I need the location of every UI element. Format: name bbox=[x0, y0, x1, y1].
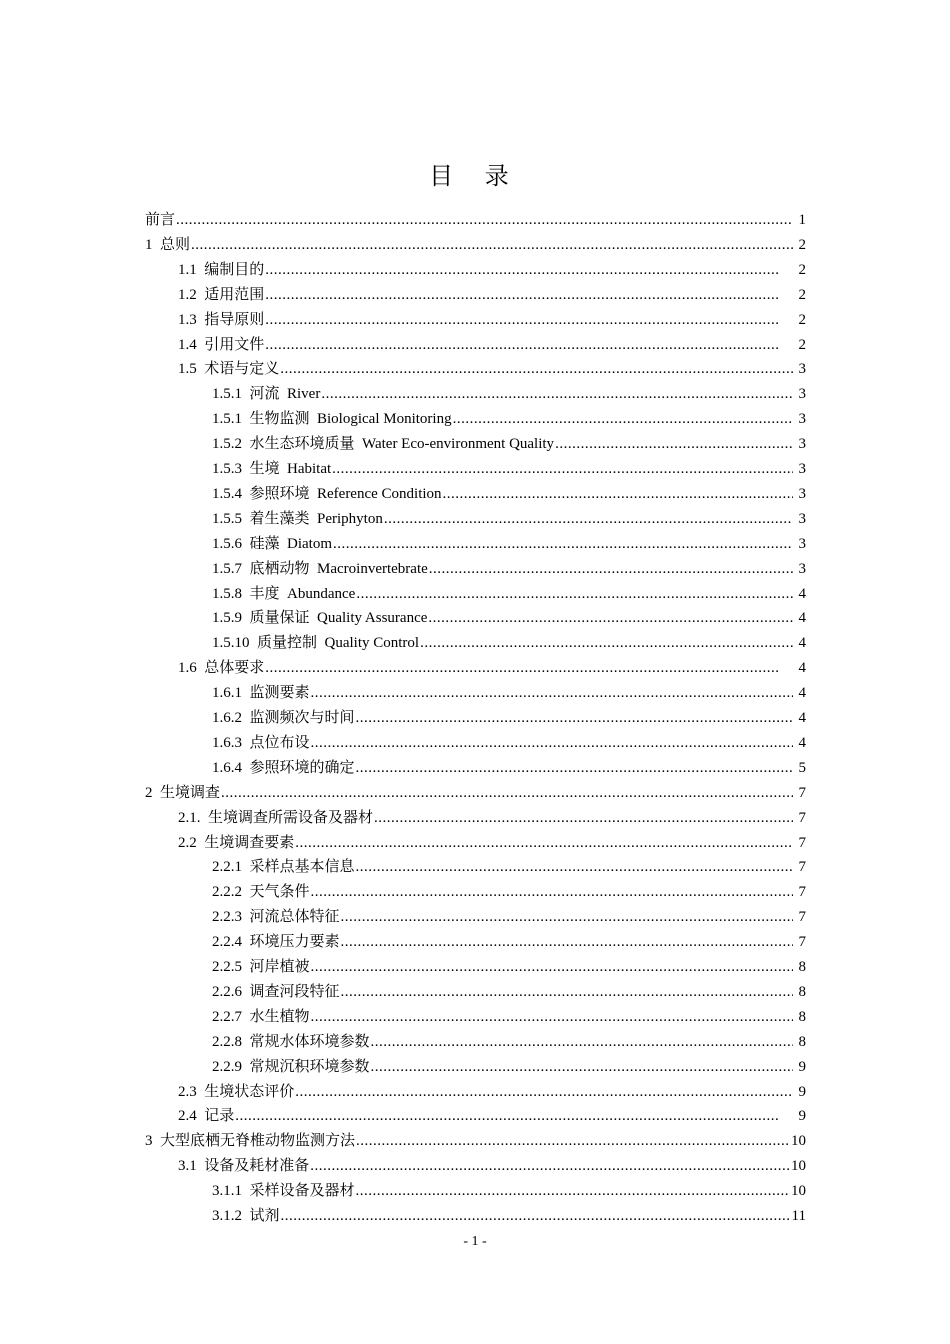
dot-leader bbox=[356, 759, 793, 777]
toc-entry-label: 1.5.1 河流 River bbox=[212, 386, 321, 402]
toc-entry-page: 9 bbox=[798, 1108, 806, 1124]
toc-entry-page: 3 bbox=[798, 561, 806, 577]
toc-entry[interactable] bbox=[212, 428, 806, 453]
toc-entry-page: 8 bbox=[798, 1009, 806, 1025]
toc-entry-page: 4 bbox=[798, 586, 806, 602]
dot-leader bbox=[374, 809, 793, 827]
dot-leader bbox=[281, 1207, 791, 1225]
toc-entry-page: 7 bbox=[798, 859, 806, 875]
toc-entry-label: 1.5.2 水生态环境质量 Water Eco-environment Quality bbox=[212, 436, 555, 452]
dot-leader bbox=[310, 1157, 790, 1175]
toc-entry-label: 2.2.4 环境压力要素 bbox=[212, 934, 340, 950]
toc-entry-page: 10 bbox=[791, 1133, 806, 1149]
toc-entry[interactable] bbox=[178, 652, 806, 677]
toc-entry[interactable] bbox=[212, 627, 806, 652]
toc-entry[interactable] bbox=[212, 876, 806, 901]
dot-leader bbox=[176, 211, 793, 229]
page-number: - 1 - bbox=[463, 1234, 487, 1249]
dot-leader bbox=[311, 734, 793, 752]
dot-leader bbox=[311, 958, 793, 976]
dot-leader bbox=[371, 1058, 793, 1076]
toc-entry-page: 3 bbox=[798, 411, 806, 427]
dot-leader bbox=[356, 1132, 790, 1150]
toc-entry-page: 2 bbox=[798, 237, 806, 253]
toc-entry[interactable] bbox=[212, 702, 806, 727]
toc-entry[interactable] bbox=[178, 329, 806, 354]
toc-entry[interactable] bbox=[212, 1051, 806, 1076]
dot-leader bbox=[191, 236, 793, 254]
toc-entry-page: 4 bbox=[798, 635, 806, 651]
dot-leader bbox=[311, 1008, 793, 1026]
toc-entry[interactable] bbox=[178, 304, 806, 329]
dot-leader bbox=[332, 460, 793, 478]
toc-entry-page: 4 bbox=[798, 610, 806, 626]
dot-leader bbox=[420, 634, 793, 652]
toc-entry[interactable] bbox=[212, 578, 806, 603]
dot-leader bbox=[428, 609, 793, 627]
toc-entry-label: 1.2 适用范围 bbox=[178, 287, 265, 303]
dot-leader bbox=[453, 410, 793, 428]
dot-leader bbox=[295, 1083, 793, 1101]
toc-entry-page: 2 bbox=[798, 312, 806, 328]
toc-entry-page: 7 bbox=[798, 785, 806, 801]
toc-entry-page: 8 bbox=[798, 959, 806, 975]
toc-entry[interactable] bbox=[212, 1026, 806, 1051]
dot-leader bbox=[265, 286, 780, 304]
toc-entry[interactable] bbox=[212, 1001, 806, 1026]
toc-entry-label: 1.5.3 生境 Habitat bbox=[212, 461, 332, 477]
toc-entry[interactable] bbox=[212, 403, 806, 428]
toc-entry[interactable] bbox=[212, 851, 806, 876]
toc-entry-page: 4 bbox=[798, 710, 806, 726]
dot-leader bbox=[341, 933, 793, 951]
dot-leader bbox=[265, 261, 780, 279]
toc-entry-label: 2.3 生境状态评价 bbox=[178, 1084, 295, 1100]
toc-entry-label: 2.2.6 调查河段特征 bbox=[212, 984, 340, 1000]
toc-entry[interactable] bbox=[178, 279, 806, 304]
toc-entry-label: 1.5 术语与定义 bbox=[178, 361, 280, 377]
dot-leader bbox=[280, 360, 793, 378]
toc-entry[interactable] bbox=[178, 1100, 806, 1125]
dot-leader bbox=[555, 435, 793, 453]
dot-leader bbox=[429, 560, 793, 578]
toc-entry-page: 3 bbox=[798, 361, 806, 377]
toc-entry-page: 10 bbox=[791, 1183, 806, 1199]
toc-entry-label: 1.6.2 监测频次与时间 bbox=[212, 710, 355, 726]
dot-leader bbox=[265, 311, 780, 329]
toc-entry[interactable] bbox=[145, 1125, 806, 1150]
dot-leader bbox=[443, 485, 793, 503]
toc-entry-page: 3 bbox=[798, 386, 806, 402]
toc-title: 目 录 bbox=[429, 162, 521, 190]
dot-leader bbox=[356, 1182, 790, 1200]
toc-entry-page: 1 bbox=[798, 212, 806, 228]
toc-entry-label: 2.2.7 水生植物 bbox=[212, 1009, 310, 1025]
dot-leader bbox=[384, 510, 793, 528]
toc-entry-label: 2.2.9 常规沉积环境参数 bbox=[212, 1059, 370, 1075]
dot-leader bbox=[371, 1033, 793, 1051]
toc-entry[interactable] bbox=[212, 1200, 806, 1225]
toc-entry-label: 2.2 生境调查要素 bbox=[178, 835, 295, 851]
dot-leader bbox=[333, 535, 793, 553]
dot-leader bbox=[235, 1107, 780, 1125]
toc-entry[interactable] bbox=[178, 827, 806, 852]
toc-entry-label: 3 大型底栖无脊椎动物监测方法 bbox=[145, 1133, 356, 1149]
toc-entry-label: 1.5.7 底栖动物 Macroinvertebrate bbox=[212, 561, 428, 577]
toc-entry[interactable] bbox=[178, 254, 806, 279]
toc-entry-label: 2.2.1 采样点基本信息 bbox=[212, 859, 355, 875]
toc-entry-label: 1.6.1 监测要素 bbox=[212, 685, 310, 701]
toc-entry-page: 7 bbox=[798, 909, 806, 925]
toc-entry-label: 1.5.9 质量保证 Quality Assurance bbox=[212, 610, 428, 626]
toc-entry-label: 2.2.5 河岸植被 bbox=[212, 959, 310, 975]
toc-entry[interactable] bbox=[212, 553, 806, 578]
toc-entry-page: 5 bbox=[798, 760, 806, 776]
toc-entry-page: 9 bbox=[798, 1084, 806, 1100]
toc-entry-label: 2 生境调查 bbox=[145, 785, 221, 801]
toc-entry[interactable] bbox=[145, 777, 806, 802]
toc-entry-label: 2.1. 生境调查所需设备及器材 bbox=[178, 810, 374, 826]
toc-entry-page: 9 bbox=[798, 1059, 806, 1075]
toc-entry-label: 2.2.8 常规水体环境参数 bbox=[212, 1034, 370, 1050]
toc-entry-page: 4 bbox=[798, 685, 806, 701]
toc-entry-label: 3.1.2 试剂 bbox=[212, 1208, 280, 1224]
toc-entry-label: 2.4 记录 bbox=[178, 1108, 235, 1124]
dot-leader bbox=[341, 908, 793, 926]
toc-entry[interactable] bbox=[212, 901, 806, 926]
toc-entry-label: 1.5.4 参照环境 Reference Condition bbox=[212, 486, 442, 502]
toc-entry-page: 8 bbox=[798, 1034, 806, 1050]
toc-entry-page: 10 bbox=[791, 1158, 806, 1174]
toc-entry[interactable] bbox=[212, 752, 806, 777]
toc-entry[interactable] bbox=[145, 204, 806, 229]
toc-entry-label: 1.5.6 硅藻 Diatom bbox=[212, 536, 332, 552]
dot-leader bbox=[221, 784, 793, 802]
dot-leader bbox=[341, 983, 793, 1001]
toc-entry[interactable] bbox=[212, 378, 806, 403]
toc-entry[interactable] bbox=[212, 976, 806, 1001]
toc-entry-page: 11 bbox=[791, 1208, 806, 1224]
toc-entry-label: 1.6.3 点位布设 bbox=[212, 735, 310, 751]
toc-entry[interactable] bbox=[212, 602, 806, 627]
dot-leader bbox=[311, 883, 793, 901]
toc-entry-label: 前言 bbox=[145, 212, 176, 228]
toc-entry-label: 1.1 编制目的 bbox=[178, 262, 265, 278]
toc-entry-page: 2 bbox=[798, 262, 806, 278]
toc-entry-label: 1 总则 bbox=[145, 237, 191, 253]
toc-entry-page: 3 bbox=[798, 436, 806, 452]
dot-leader bbox=[265, 336, 780, 354]
toc-entry-label: 1.6.4 参照环境的确定 bbox=[212, 760, 355, 776]
toc-entry-page: 8 bbox=[798, 984, 806, 1000]
toc-entry-label: 3.1 设备及耗材准备 bbox=[178, 1158, 310, 1174]
toc-entry-label: 1.5.1 生物监测 Biological Monitoring bbox=[212, 411, 452, 427]
toc-entry-page: 3 bbox=[798, 511, 806, 527]
toc-entry-label: 2.2.2 天气条件 bbox=[212, 884, 310, 900]
toc-entry[interactable] bbox=[212, 926, 806, 951]
dot-leader bbox=[295, 834, 793, 852]
toc-entry-label: 1.5.5 着生藻类 Periphyton bbox=[212, 511, 383, 527]
dot-leader bbox=[356, 709, 793, 727]
dot-leader bbox=[356, 585, 793, 603]
dot-leader bbox=[265, 659, 780, 677]
toc-entry-page: 7 bbox=[798, 835, 806, 851]
toc-entry[interactable] bbox=[212, 677, 806, 702]
toc-entry-page: 3 bbox=[798, 461, 806, 477]
toc-entry-page: 4 bbox=[798, 735, 806, 751]
toc-entry-label: 1.4 引用文件 bbox=[178, 337, 265, 353]
toc-entry-page: 2 bbox=[798, 287, 806, 303]
toc-entry-label: 1.6 总体要求 bbox=[178, 660, 265, 676]
toc-entry[interactable] bbox=[212, 951, 806, 976]
toc-entry[interactable] bbox=[212, 727, 806, 752]
toc-entry-page: 2 bbox=[798, 337, 806, 353]
toc-entry[interactable] bbox=[178, 1150, 806, 1175]
toc-entry-label: 1.3 指导原则 bbox=[178, 312, 265, 328]
toc-entry-label: 1.5.8 丰度 Abundance bbox=[212, 586, 356, 602]
toc-entry[interactable] bbox=[145, 229, 806, 254]
toc-entry[interactable] bbox=[178, 353, 806, 378]
toc-entry[interactable] bbox=[212, 1175, 806, 1200]
toc-entry-page: 3 bbox=[798, 486, 806, 502]
toc-entry-label: 1.5.10 质量控制 Quality Control bbox=[212, 635, 420, 651]
toc-entry-page: 7 bbox=[798, 934, 806, 950]
toc-entry[interactable] bbox=[178, 1076, 806, 1101]
toc-entry-label: 2.2.3 河流总体特征 bbox=[212, 909, 340, 925]
toc-entry[interactable] bbox=[178, 802, 806, 827]
toc-entry[interactable] bbox=[212, 528, 806, 553]
toc-entry[interactable] bbox=[212, 503, 806, 528]
dot-leader bbox=[321, 385, 793, 403]
toc-entry-label: 3.1.1 采样设备及器材 bbox=[212, 1183, 355, 1199]
dot-leader bbox=[311, 684, 793, 702]
toc-entry-page: 4 bbox=[798, 660, 806, 676]
dot-leader bbox=[356, 858, 793, 876]
toc-entry-page: 7 bbox=[798, 810, 806, 826]
toc-entry[interactable] bbox=[212, 453, 806, 478]
toc-entry-page: 7 bbox=[798, 884, 806, 900]
toc-entry[interactable] bbox=[212, 478, 806, 503]
toc-entry-page: 3 bbox=[798, 536, 806, 552]
